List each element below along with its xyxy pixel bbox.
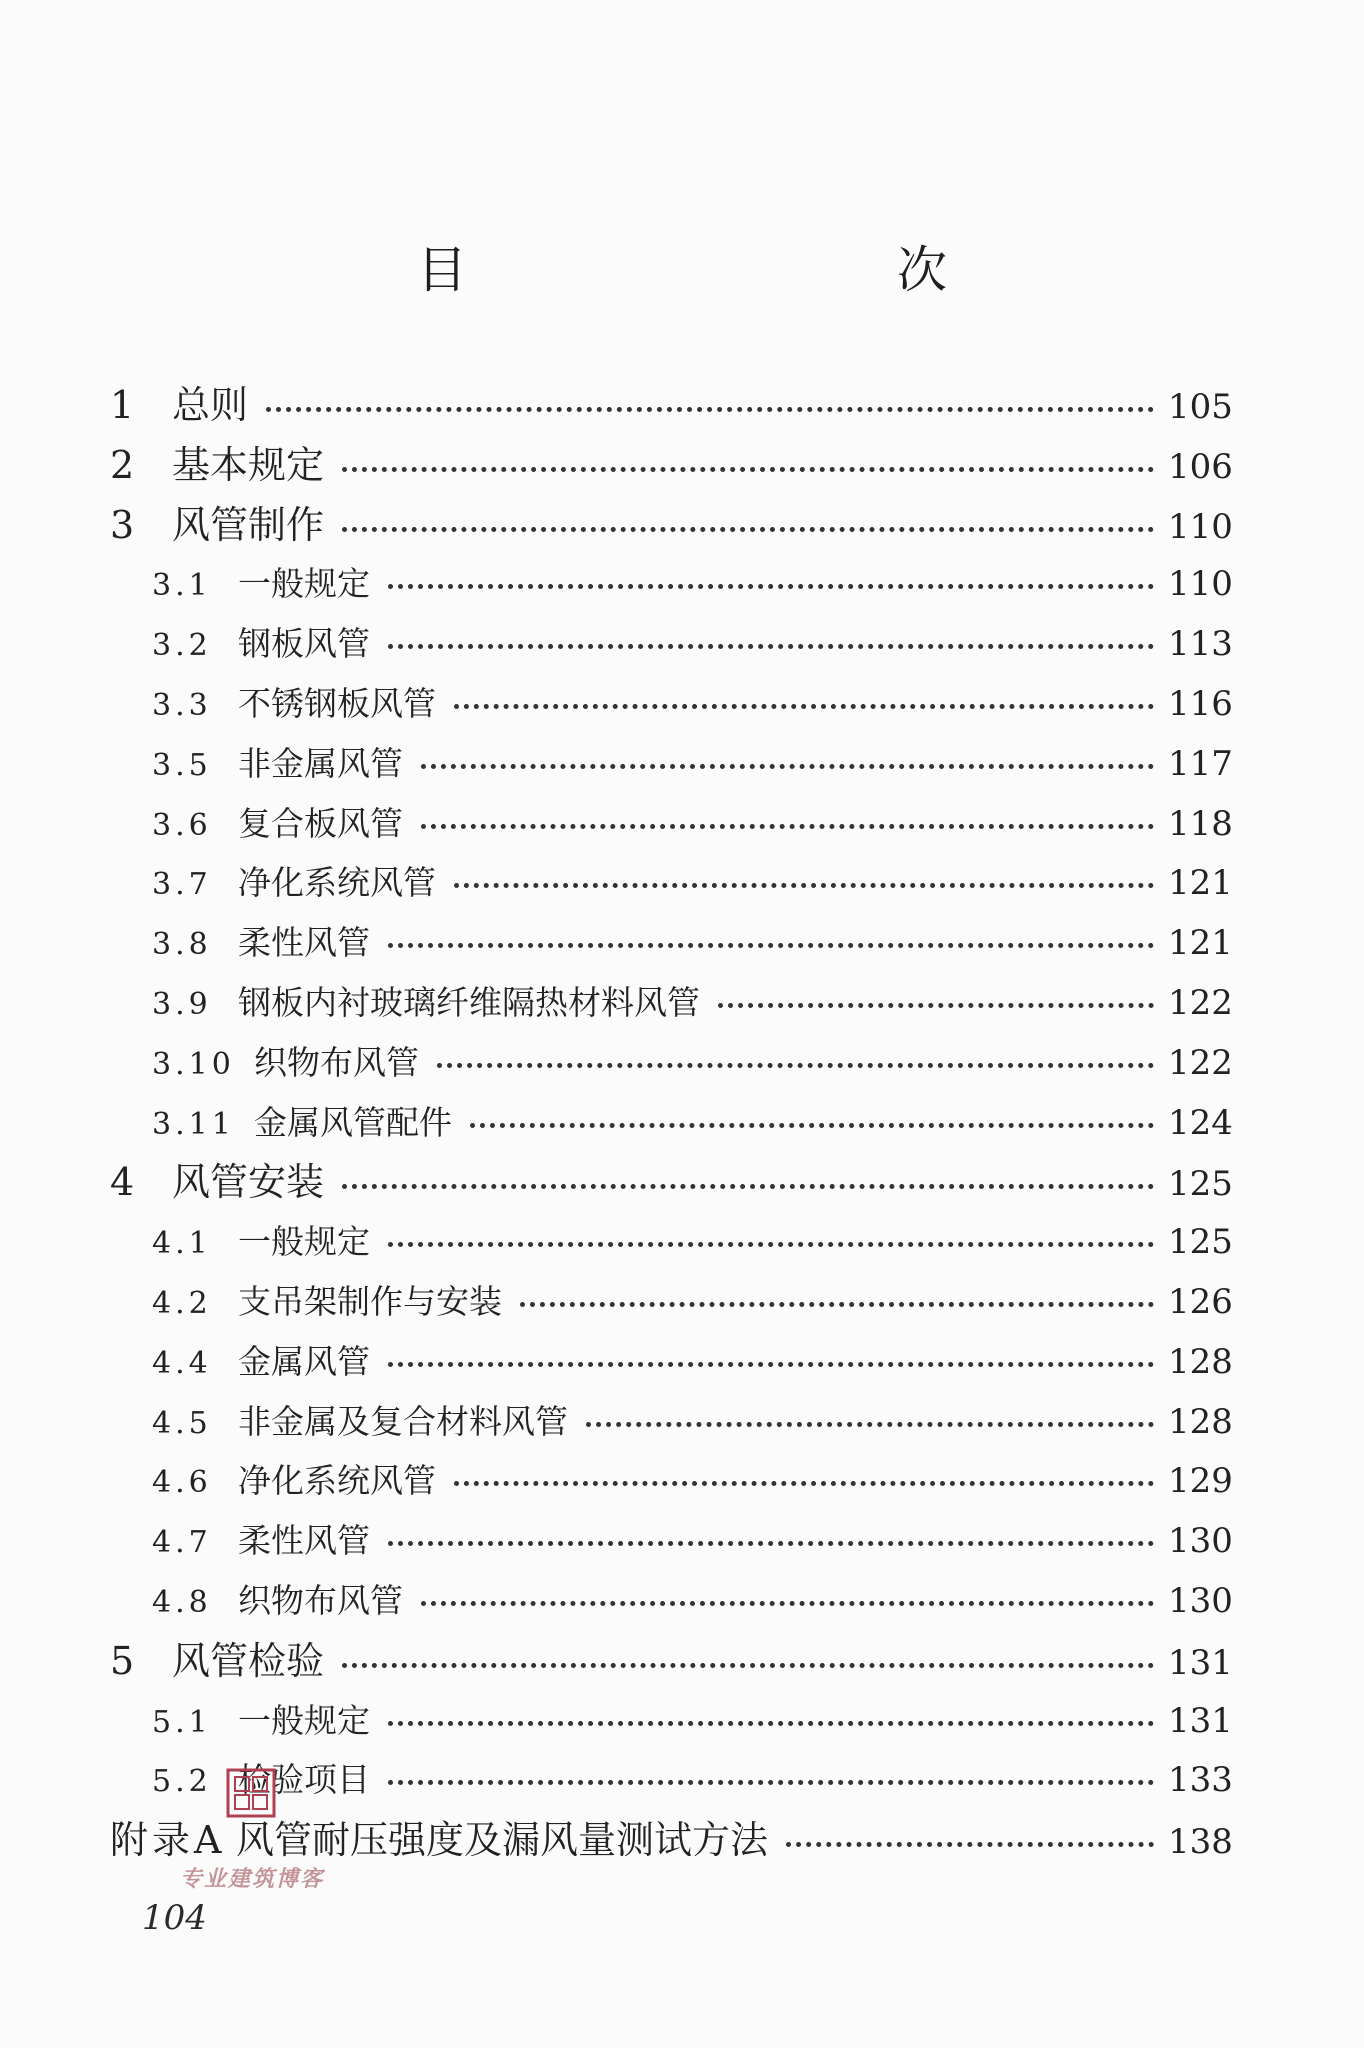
toc-entry <box>152 1755 1233 1805</box>
toc-entry-page: 131 <box>1168 1700 1233 1741</box>
toc-entry-label: 检验项目 <box>238 1760 370 1800</box>
toc-entry-page: 113 <box>1168 624 1233 665</box>
toc-entry-number: 4.8 <box>152 1585 212 1620</box>
toc-entry-label: 复合板风管 <box>238 803 403 843</box>
toc-entry-number: 4.5 <box>152 1405 212 1441</box>
dot-leader <box>470 1115 1154 1128</box>
toc-entry-number: 5 <box>110 1638 139 1683</box>
page-folio: 104 <box>142 1898 207 1938</box>
toc-entry-number: 附录A <box>110 1818 226 1863</box>
toc-entry-number: 3.7 <box>152 867 212 903</box>
toc-entry-page: 110 <box>1168 506 1233 547</box>
toc-entry <box>110 500 1233 550</box>
toc-entry <box>152 1397 1233 1447</box>
toc-entry-number: 3.11 <box>152 1106 235 1142</box>
toc-entry-label: 一般规定 <box>238 1222 370 1262</box>
toc-entry-page: 129 <box>1168 1461 1233 1502</box>
toc-entry-label: 金属风管 <box>238 1341 370 1381</box>
toc-entry-number: 3 <box>110 502 139 547</box>
toc-entry-number: 4 <box>110 1160 139 1205</box>
dot-leader <box>266 399 1154 412</box>
toc-entry <box>152 679 1233 729</box>
dot-leader <box>520 1294 1154 1307</box>
toc-entry-page: 118 <box>1168 803 1233 844</box>
toc-entry-page: 117 <box>1168 743 1233 784</box>
toc-entry <box>152 1696 1233 1746</box>
toc-entry <box>152 1098 1233 1148</box>
toc-entry <box>152 1576 1233 1626</box>
toc-entry-label: 钢板风管 <box>238 624 370 664</box>
toc-entry <box>110 380 1233 430</box>
toc-entry <box>110 1636 1233 1686</box>
toc-entry <box>152 1516 1233 1566</box>
toc-entry-label: 风管制作 <box>172 502 325 547</box>
toc-entry-label: 风管安装 <box>172 1160 325 1205</box>
toc-entry-label: 支吊架制作与安装 <box>238 1282 502 1321</box>
toc-entry <box>110 1815 1233 1865</box>
toc-entry-number: 3.3 <box>152 688 212 723</box>
toc-entry <box>152 739 1233 789</box>
toc-entry-number: 4.2 <box>152 1286 212 1321</box>
toc-entry-page: 126 <box>1168 1282 1233 1322</box>
dot-leader <box>437 1055 1154 1068</box>
toc-entry-page: 128 <box>1168 1401 1233 1442</box>
toc-entry-label: 一般规定 <box>238 564 370 604</box>
page-title: 目 次 <box>417 241 1057 299</box>
dot-leader <box>388 576 1154 589</box>
toc-entry-page: 125 <box>1168 1222 1233 1263</box>
dot-leader <box>421 816 1154 829</box>
toc-entry-number: 4.1 <box>152 1226 212 1262</box>
toc-entry-number: 3.5 <box>152 747 212 783</box>
toc-entry <box>110 1157 1233 1207</box>
toc-entry-number: 3.6 <box>152 807 212 843</box>
toc-entry <box>152 858 1233 908</box>
toc-entry-number: 4.7 <box>152 1525 212 1561</box>
toc-entry-number: 2 <box>110 442 139 487</box>
dot-leader <box>388 1713 1154 1726</box>
toc-entry-page: 138 <box>1168 1822 1233 1863</box>
toc-entry-page: 122 <box>1168 1042 1233 1083</box>
toc-entry-label: 织物布风管 <box>254 1042 419 1082</box>
toc-entry-label: 柔性风管 <box>238 923 370 963</box>
dot-leader <box>718 995 1154 1008</box>
toc-entry-label: 非金属及复合材料风管 <box>238 1401 568 1441</box>
toc-entry-label: 基本规定 <box>172 442 325 487</box>
dot-leader <box>342 1655 1154 1668</box>
toc-entry-label: 总则 <box>172 383 249 427</box>
toc-entry <box>152 1217 1233 1267</box>
toc-entry-label: 金属风管配件 <box>254 1102 452 1142</box>
toc-entry <box>152 619 1233 669</box>
dot-leader <box>586 1414 1154 1427</box>
dot-leader <box>342 459 1154 472</box>
toc-entry-number: 3.2 <box>152 628 212 664</box>
dot-leader <box>454 875 1154 888</box>
watermark-text: 专业建筑博客 <box>180 1866 325 1892</box>
toc-entry <box>152 559 1233 609</box>
toc-entry-page: 116 <box>1168 684 1233 724</box>
toc-entry-label: 织物布风管 <box>238 1581 403 1620</box>
dot-leader <box>388 636 1154 649</box>
toc-entry-page: 106 <box>1168 446 1233 487</box>
toc-entry-label: 净化系统风管 <box>238 1461 436 1501</box>
toc-entry-page: 131 <box>1168 1642 1233 1683</box>
dot-leader <box>388 1533 1154 1546</box>
dot-leader <box>388 1772 1154 1785</box>
toc-entry-page: 110 <box>1168 564 1233 605</box>
toc-entry-label: 非金属风管 <box>238 743 403 783</box>
dot-leader <box>454 1473 1154 1486</box>
toc-entry-page: 105 <box>1168 387 1233 427</box>
toc-entry <box>110 440 1233 490</box>
toc-entry-number: 5.2 <box>152 1764 212 1800</box>
toc-entry-page: 128 <box>1168 1341 1233 1382</box>
toc-entry <box>152 1456 1233 1506</box>
toc-entry-label: 不锈钢板风管 <box>238 684 436 723</box>
toc-entry <box>152 1337 1233 1387</box>
dot-leader <box>421 756 1154 769</box>
dot-leader <box>342 1176 1154 1189</box>
toc-entry-number: 1 <box>110 383 139 427</box>
toc-entry-label: 柔性风管 <box>238 1521 370 1561</box>
toc-entry-number: 3.10 <box>152 1046 235 1082</box>
toc-entry-page: 133 <box>1168 1760 1233 1801</box>
dot-leader <box>421 1593 1154 1606</box>
toc-entry-page: 124 <box>1168 1102 1233 1143</box>
toc-entry-label: 钢板内衬玻璃纤维隔热材料风管 <box>238 983 700 1022</box>
toc-entry-number: 4.6 <box>152 1465 212 1501</box>
toc-entry-number: 3.9 <box>152 987 212 1022</box>
toc-entry <box>152 918 1233 968</box>
toc-entry-page: 130 <box>1168 1521 1233 1562</box>
toc-entry-label: 净化系统风管 <box>238 863 436 903</box>
dot-leader <box>786 1834 1154 1847</box>
toc-entry <box>152 799 1233 849</box>
dot-leader <box>388 935 1154 948</box>
toc-entry-number: 3.1 <box>152 568 212 604</box>
toc-entry-page: 122 <box>1168 983 1233 1023</box>
toc-entry <box>152 1038 1233 1088</box>
toc-entry-label: 风管耐压强度及漏风量测试方法 <box>236 1818 769 1863</box>
toc-entry-page: 125 <box>1168 1164 1233 1205</box>
toc-entry-label: 风管检验 <box>172 1638 325 1683</box>
toc-entry-page: 130 <box>1168 1581 1233 1621</box>
dot-leader <box>388 1354 1154 1367</box>
dot-leader <box>388 1234 1154 1247</box>
toc-entry-label: 一般规定 <box>238 1700 370 1740</box>
seal-stamp-icon <box>226 1768 276 1818</box>
toc-entry-page: 121 <box>1168 923 1233 964</box>
dot-leader <box>342 519 1154 532</box>
toc-entry <box>152 1277 1233 1327</box>
toc-entry-number: 3.8 <box>152 927 212 963</box>
toc-entry-number: 5.1 <box>152 1704 212 1740</box>
toc-entry <box>152 978 1233 1028</box>
toc-entry-page: 121 <box>1168 863 1233 904</box>
toc-entry-number: 4.4 <box>152 1345 212 1381</box>
dot-leader <box>454 696 1154 709</box>
